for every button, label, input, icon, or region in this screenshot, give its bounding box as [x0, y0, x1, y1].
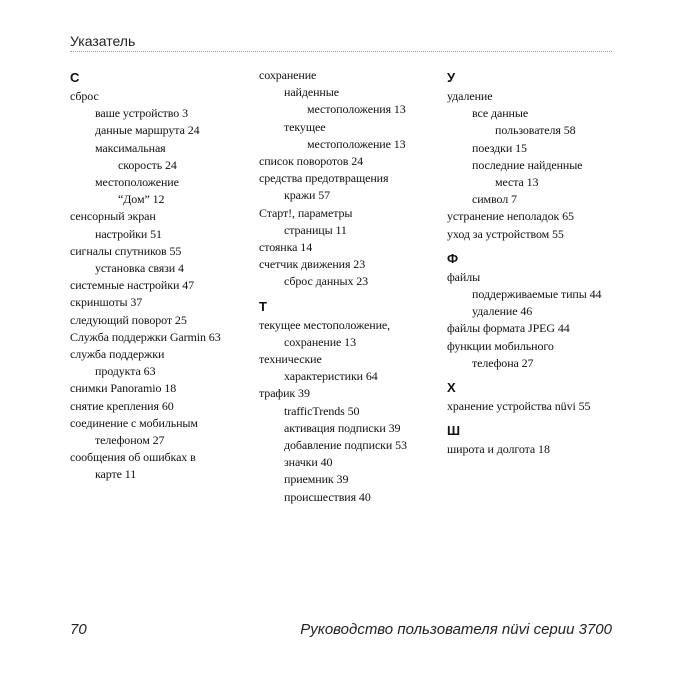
index-subentry: ваше устройство 3: [95, 106, 188, 121]
index-entry: следующий поворот 25: [70, 312, 187, 327]
index-subentry: характеристики 64: [284, 369, 378, 384]
page-number: 70: [70, 621, 87, 638]
index-subentry: местоположения 13: [307, 102, 406, 117]
index-entry: сохранение: [259, 68, 317, 82]
index-entry: соединение с мобильным: [70, 415, 198, 430]
index-subentry: найденные: [284, 85, 339, 100]
index-subentry: местоположение 13: [307, 136, 406, 151]
index-section-letter: Х: [447, 380, 456, 396]
index-subentry: активация подписки 39: [284, 420, 401, 435]
index-entry: скриншоты 37: [70, 295, 143, 310]
index-entry: хранение устройства nüvi 55: [447, 399, 591, 414]
index-subentry: приемник 39: [284, 472, 349, 487]
index-entry: удаление: [447, 89, 493, 103]
index-entry: технические: [259, 352, 322, 367]
manual-title: Руководство пользователя nüvi серии 3700: [300, 621, 612, 638]
index-column-2: [259, 67, 454, 506]
index-column-1: [70, 67, 265, 484]
index-subentry: последние найденные: [472, 157, 583, 172]
index-subentry: текущее: [284, 119, 326, 134]
index-subentry: настройки 51: [95, 226, 162, 241]
index-entry: файлы: [447, 269, 481, 284]
index-subentry: продукта 63: [95, 364, 156, 379]
page-footer: [70, 621, 612, 641]
index-section-letter: С: [70, 70, 80, 85]
index-entry: сенсорный экран: [70, 209, 156, 224]
index-subentry: страницы 11: [284, 222, 347, 237]
index-subentry: установка связи 4: [95, 261, 184, 276]
index-subentry: поездки 15: [472, 140, 527, 155]
index-section-letter: Ф: [447, 250, 459, 266]
index-entry: широта и долгота 18: [447, 442, 550, 457]
index-entry: сообщения об ошибках в: [70, 450, 196, 465]
index-subentry: карте 11: [95, 467, 137, 482]
header-dotted-rule: [70, 51, 612, 52]
index-subentry: “Дом” 12: [118, 192, 165, 207]
index-section-letter: Ш: [447, 423, 461, 439]
index-subentry: поддерживаемые типы 44: [472, 287, 602, 302]
index-subentry: данные маршрута 24: [95, 123, 200, 138]
index-entry: системные настройки 47: [70, 278, 194, 293]
index-entry: Служба поддержки Garmin 63: [70, 329, 221, 344]
index-entry: средства предотвращения: [259, 171, 389, 186]
index-entry: сигналы спутников 55: [70, 243, 182, 258]
index-entry: счетчик движения 23: [259, 257, 366, 272]
index-subentry: скорость 24: [118, 157, 177, 172]
index-subentry: телефоном 27: [95, 433, 165, 448]
index-subentry: trafficTrends 50: [284, 403, 360, 418]
index-subentry: максимальная: [95, 140, 166, 155]
index-entry: устранение неполадок 65: [447, 209, 574, 224]
index-section-letter: У: [447, 70, 456, 85]
index-entry: список поворотов 24: [259, 154, 364, 169]
index-subentry: местоположение: [95, 175, 179, 190]
index-subentry: кражи 57: [284, 188, 331, 203]
index-entry: файлы формата JPEG 44: [447, 321, 570, 336]
index-entry: снятие крепления 60: [70, 398, 174, 413]
index-subentry: удаление 46: [472, 304, 533, 319]
index-subentry: символ 7: [472, 192, 517, 207]
index-subentry: пользователя 58: [495, 123, 576, 138]
index-subentry: сохранение 13: [284, 334, 356, 349]
index-entry: трафик 39: [259, 386, 310, 401]
index-subentry: происшествия 40: [284, 489, 371, 504]
index-subentry: места 13: [495, 175, 539, 190]
index-subentry: сброс данных 23: [284, 274, 369, 289]
index-entry: уход за устройством 55: [447, 226, 564, 241]
page-header: Указатель: [70, 33, 136, 49]
index-entry: снимки Panoramio 18: [70, 381, 177, 396]
index-subentry: добавление подписки 53: [284, 438, 407, 453]
index-section-letter: Т: [259, 298, 267, 314]
index-entry: стоянка 14: [259, 240, 313, 255]
index-subentry: все данные: [472, 106, 529, 121]
index-entry: функции мобильного: [447, 338, 554, 353]
index-entry: Старт!, параметры: [259, 205, 353, 220]
index-column-3: [447, 67, 642, 458]
index-subentry: значки 40: [284, 455, 333, 470]
index-entry: сброс: [70, 89, 99, 103]
index-entry: текущее местоположение,: [259, 317, 391, 332]
index-subentry: телефона 27: [472, 355, 534, 370]
index-entry: служба поддержки: [70, 347, 165, 362]
